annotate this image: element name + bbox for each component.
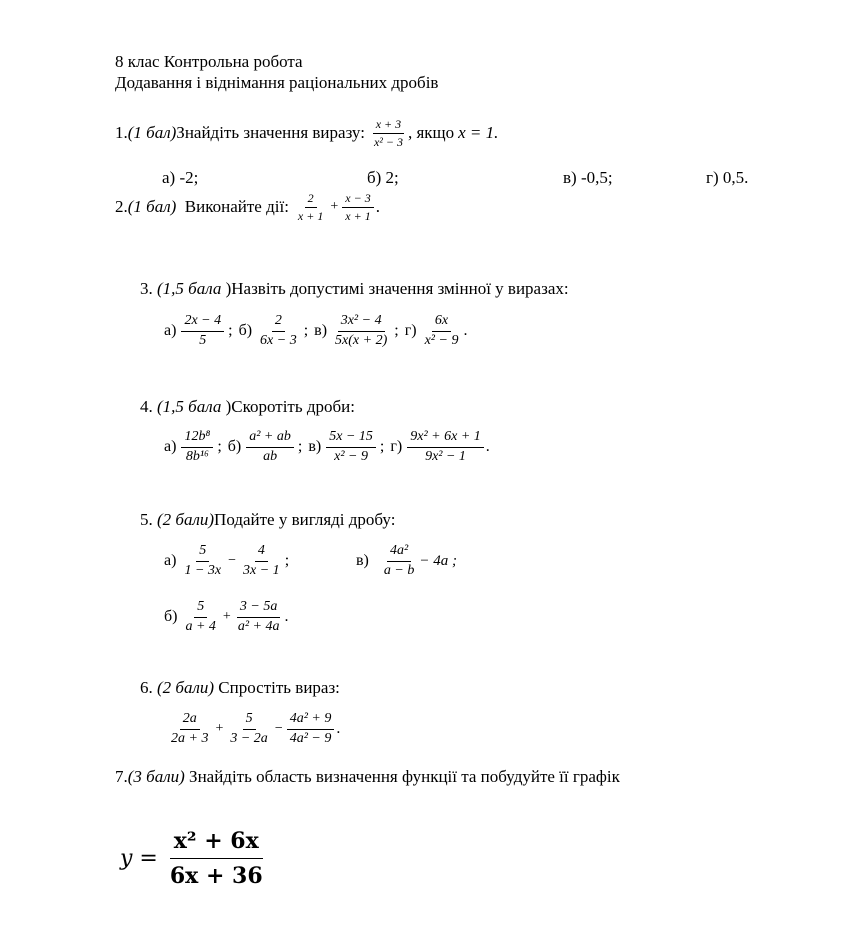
q3-semicolon-a: ; xyxy=(228,322,233,340)
q5-fraction-b2-denominator: a² + 4a xyxy=(237,618,280,634)
q4-fraction-b xyxy=(246,430,294,464)
q4-fraction-d xyxy=(407,430,484,464)
q4-fraction-a-denominator: 8b¹⁶ xyxy=(185,448,209,464)
q3-text: )Назвіть допустимі значення змінної у виразах: xyxy=(221,279,569,298)
q1-fraction-denominator: x² − 3 xyxy=(373,134,403,149)
q1-condition: x = 1. xyxy=(458,123,499,143)
q7-function-denominator: 6x + 36 xyxy=(169,863,263,889)
q2-fraction-1 xyxy=(295,192,326,222)
q3-fraction-d-denominator: x² − 9 xyxy=(424,332,459,348)
q4-fraction-b-numerator: a² + ab xyxy=(246,430,294,448)
q3-fraction-a xyxy=(181,314,224,348)
q3-fraction-a-denominator: 5 xyxy=(199,332,207,348)
q6-fraction-3-denominator: 4a² − 9 xyxy=(289,730,332,746)
q4-label-c: в) xyxy=(308,438,322,456)
q5-end: . xyxy=(284,608,289,626)
q1-tail: , якщо xyxy=(407,123,455,143)
q5-label-b: б) xyxy=(164,608,178,626)
question-3 xyxy=(140,279,569,299)
q1-text: Знайдіть значення виразу: xyxy=(176,123,365,143)
q2-fraction-2 xyxy=(342,192,373,222)
q1-number: 1. xyxy=(115,123,128,143)
q6-operator-2: − xyxy=(274,721,283,737)
q6-end: . xyxy=(336,720,341,738)
q4-fraction-b-denominator: ab xyxy=(263,448,278,464)
q5-fraction-c-denominator: a − b xyxy=(383,562,415,578)
q3-fraction-d xyxy=(422,314,462,348)
q3-expressions xyxy=(164,314,467,348)
q5-fraction-a1-denominator: 1 − 3x xyxy=(184,562,222,578)
question-2 xyxy=(115,192,380,222)
q2-fraction-1-numerator: 2 xyxy=(305,192,317,208)
q4-text: )Скоротіть дроби: xyxy=(221,397,355,416)
title-line-2: Додавання і віднімання раціональних дробів xyxy=(115,73,439,92)
q6-points: (2 бали) xyxy=(157,678,215,697)
q7-function-fraction xyxy=(166,828,267,889)
q6-operator-1: + xyxy=(215,721,224,737)
q3-label-d: г) xyxy=(404,322,417,340)
q4-semicolon-b: ; xyxy=(297,438,303,456)
q4-label-b: б) xyxy=(227,438,242,456)
q5-fraction-a2-numerator: 4 xyxy=(255,544,268,562)
q2-points: (1 бал) xyxy=(127,197,177,217)
q4-fraction-d-denominator: 9x² − 1 xyxy=(425,448,466,464)
q4-end: . xyxy=(485,438,490,456)
q6-fraction-3 xyxy=(287,712,335,746)
q3-fraction-b-denominator: 6x − 3 xyxy=(260,332,297,348)
q5-label-a: а) xyxy=(164,552,177,570)
q4-fraction-c-denominator: x² − 9 xyxy=(334,448,368,464)
q5-fraction-a2 xyxy=(240,544,283,578)
q5-operator-b: + xyxy=(222,609,231,625)
q5-fraction-b2-numerator: 3 − 5a xyxy=(237,600,280,618)
q6-fraction-3-numerator: 4a² + 9 xyxy=(287,712,335,730)
q5-points: (2 бали) xyxy=(157,510,215,529)
q4-label-a: а) xyxy=(164,438,177,456)
q1-answer-a: а) -2; xyxy=(162,168,199,187)
q5-expression-b xyxy=(164,600,288,634)
q2-fraction-2-numerator: x − 3 xyxy=(342,192,373,208)
q7-function-lhs: y = xyxy=(120,846,158,871)
q6-fraction-1-denominator: 2a + 3 xyxy=(171,730,209,746)
title-line-1: 8 клас Контрольна робота xyxy=(115,52,303,71)
q3-points: (1,5 бала xyxy=(157,279,222,298)
q5-operator-a: − xyxy=(228,553,237,569)
q4-semicolon-c: ; xyxy=(379,438,385,456)
q1-answer-d: г) 0,5. xyxy=(706,168,749,187)
q6-fraction-2-denominator: 3 − 2a xyxy=(230,730,268,746)
q4-number: 4. xyxy=(140,397,157,416)
q5-fraction-b2 xyxy=(235,600,283,634)
q5-fraction-a2-denominator: 3x − 1 xyxy=(243,562,280,578)
question-6 xyxy=(140,678,340,698)
q5-text: Подайте у вигляді дробу: xyxy=(214,510,396,529)
q5-label-c: в) xyxy=(356,552,369,570)
q3-label-c: в) xyxy=(314,322,328,340)
q1-fraction xyxy=(371,118,406,148)
q7-function-numerator: x² + 6x xyxy=(170,828,263,859)
q1-fraction-numerator: x + 3 xyxy=(373,118,404,134)
q6-fraction-2 xyxy=(227,712,270,746)
q7-function xyxy=(120,828,267,889)
q5-fraction-c xyxy=(381,544,417,578)
q6-number: 6. xyxy=(140,678,157,697)
q1-answer-c: в) -0,5; xyxy=(563,168,613,187)
q3-number: 3. xyxy=(140,279,157,298)
q6-fraction-1 xyxy=(168,712,211,746)
q5-number: 5. xyxy=(140,510,157,529)
q5-fraction-c-numerator: 4a² xyxy=(387,544,411,562)
q2-fraction-2-denominator: x + 1 xyxy=(345,208,371,223)
q4-fraction-a xyxy=(181,430,213,464)
q4-semicolon-a: ; xyxy=(217,438,222,456)
q7-number: 7. xyxy=(115,767,128,786)
q4-fraction-d-numerator: 9x² + 6x + 1 xyxy=(407,430,484,448)
q3-label-b: б) xyxy=(238,322,253,340)
q5-fraction-b1-denominator: a + 4 xyxy=(185,618,216,634)
q4-label-d: г) xyxy=(390,438,403,456)
q2-operator: + xyxy=(330,199,339,215)
q2-number: 2. xyxy=(115,197,128,217)
q1-points: (1 бал) xyxy=(127,123,177,143)
question-4 xyxy=(140,397,355,417)
q5-tail-c: − 4a ; xyxy=(419,552,457,569)
q1-answer-b: б) 2; xyxy=(367,168,399,187)
q3-fraction-c-denominator: 5x(x + 2) xyxy=(335,332,388,348)
q3-semicolon-b: ; xyxy=(303,322,309,340)
q3-fraction-d-numerator: 6x xyxy=(432,314,451,332)
q3-fraction-b xyxy=(257,314,300,348)
q5-expression-c xyxy=(356,544,457,578)
q3-fraction-c-numerator: 3x² − 4 xyxy=(338,314,385,332)
q6-expression xyxy=(166,712,340,746)
q4-fraction-a-numerator: 12b⁸ xyxy=(181,430,213,448)
q4-fraction-c-numerator: 5x − 15 xyxy=(326,430,376,448)
question-5 xyxy=(140,510,395,530)
q2-end: . xyxy=(375,197,380,217)
q5-expression-a xyxy=(164,544,289,578)
q2-fraction-1-denominator: x + 1 xyxy=(297,208,324,223)
q6-fraction-1-numerator: 2a xyxy=(180,712,200,730)
q3-fraction-a-numerator: 2x − 4 xyxy=(181,314,224,332)
q4-fraction-c xyxy=(326,430,376,464)
q6-fraction-2-numerator: 5 xyxy=(243,712,256,730)
q5-fraction-a1 xyxy=(181,544,224,578)
q4-points: (1,5 бала xyxy=(157,397,222,416)
q7-points: (3 бали) xyxy=(127,767,185,786)
q3-fraction-c xyxy=(332,314,390,348)
question-7 xyxy=(115,767,620,787)
q7-text: Знайдіть область визначення функції та побудуйте її графік xyxy=(184,767,620,786)
q5-fraction-b1-numerator: 5 xyxy=(194,600,207,618)
q4-expressions xyxy=(164,430,490,464)
q5-semicolon-a: ; xyxy=(284,552,290,570)
q6-text: Спростіть вираз: xyxy=(214,678,340,697)
q3-label-a: а) xyxy=(164,322,177,340)
q3-semicolon-c: ; xyxy=(394,322,399,340)
q3-fraction-b-numerator: 2 xyxy=(272,314,285,332)
q5-fraction-b1 xyxy=(182,600,218,634)
question-1 xyxy=(115,118,498,148)
q2-text: Виконайте дії: xyxy=(176,197,289,217)
q3-end: . xyxy=(463,322,468,340)
q5-fraction-a1-numerator: 5 xyxy=(196,544,209,562)
